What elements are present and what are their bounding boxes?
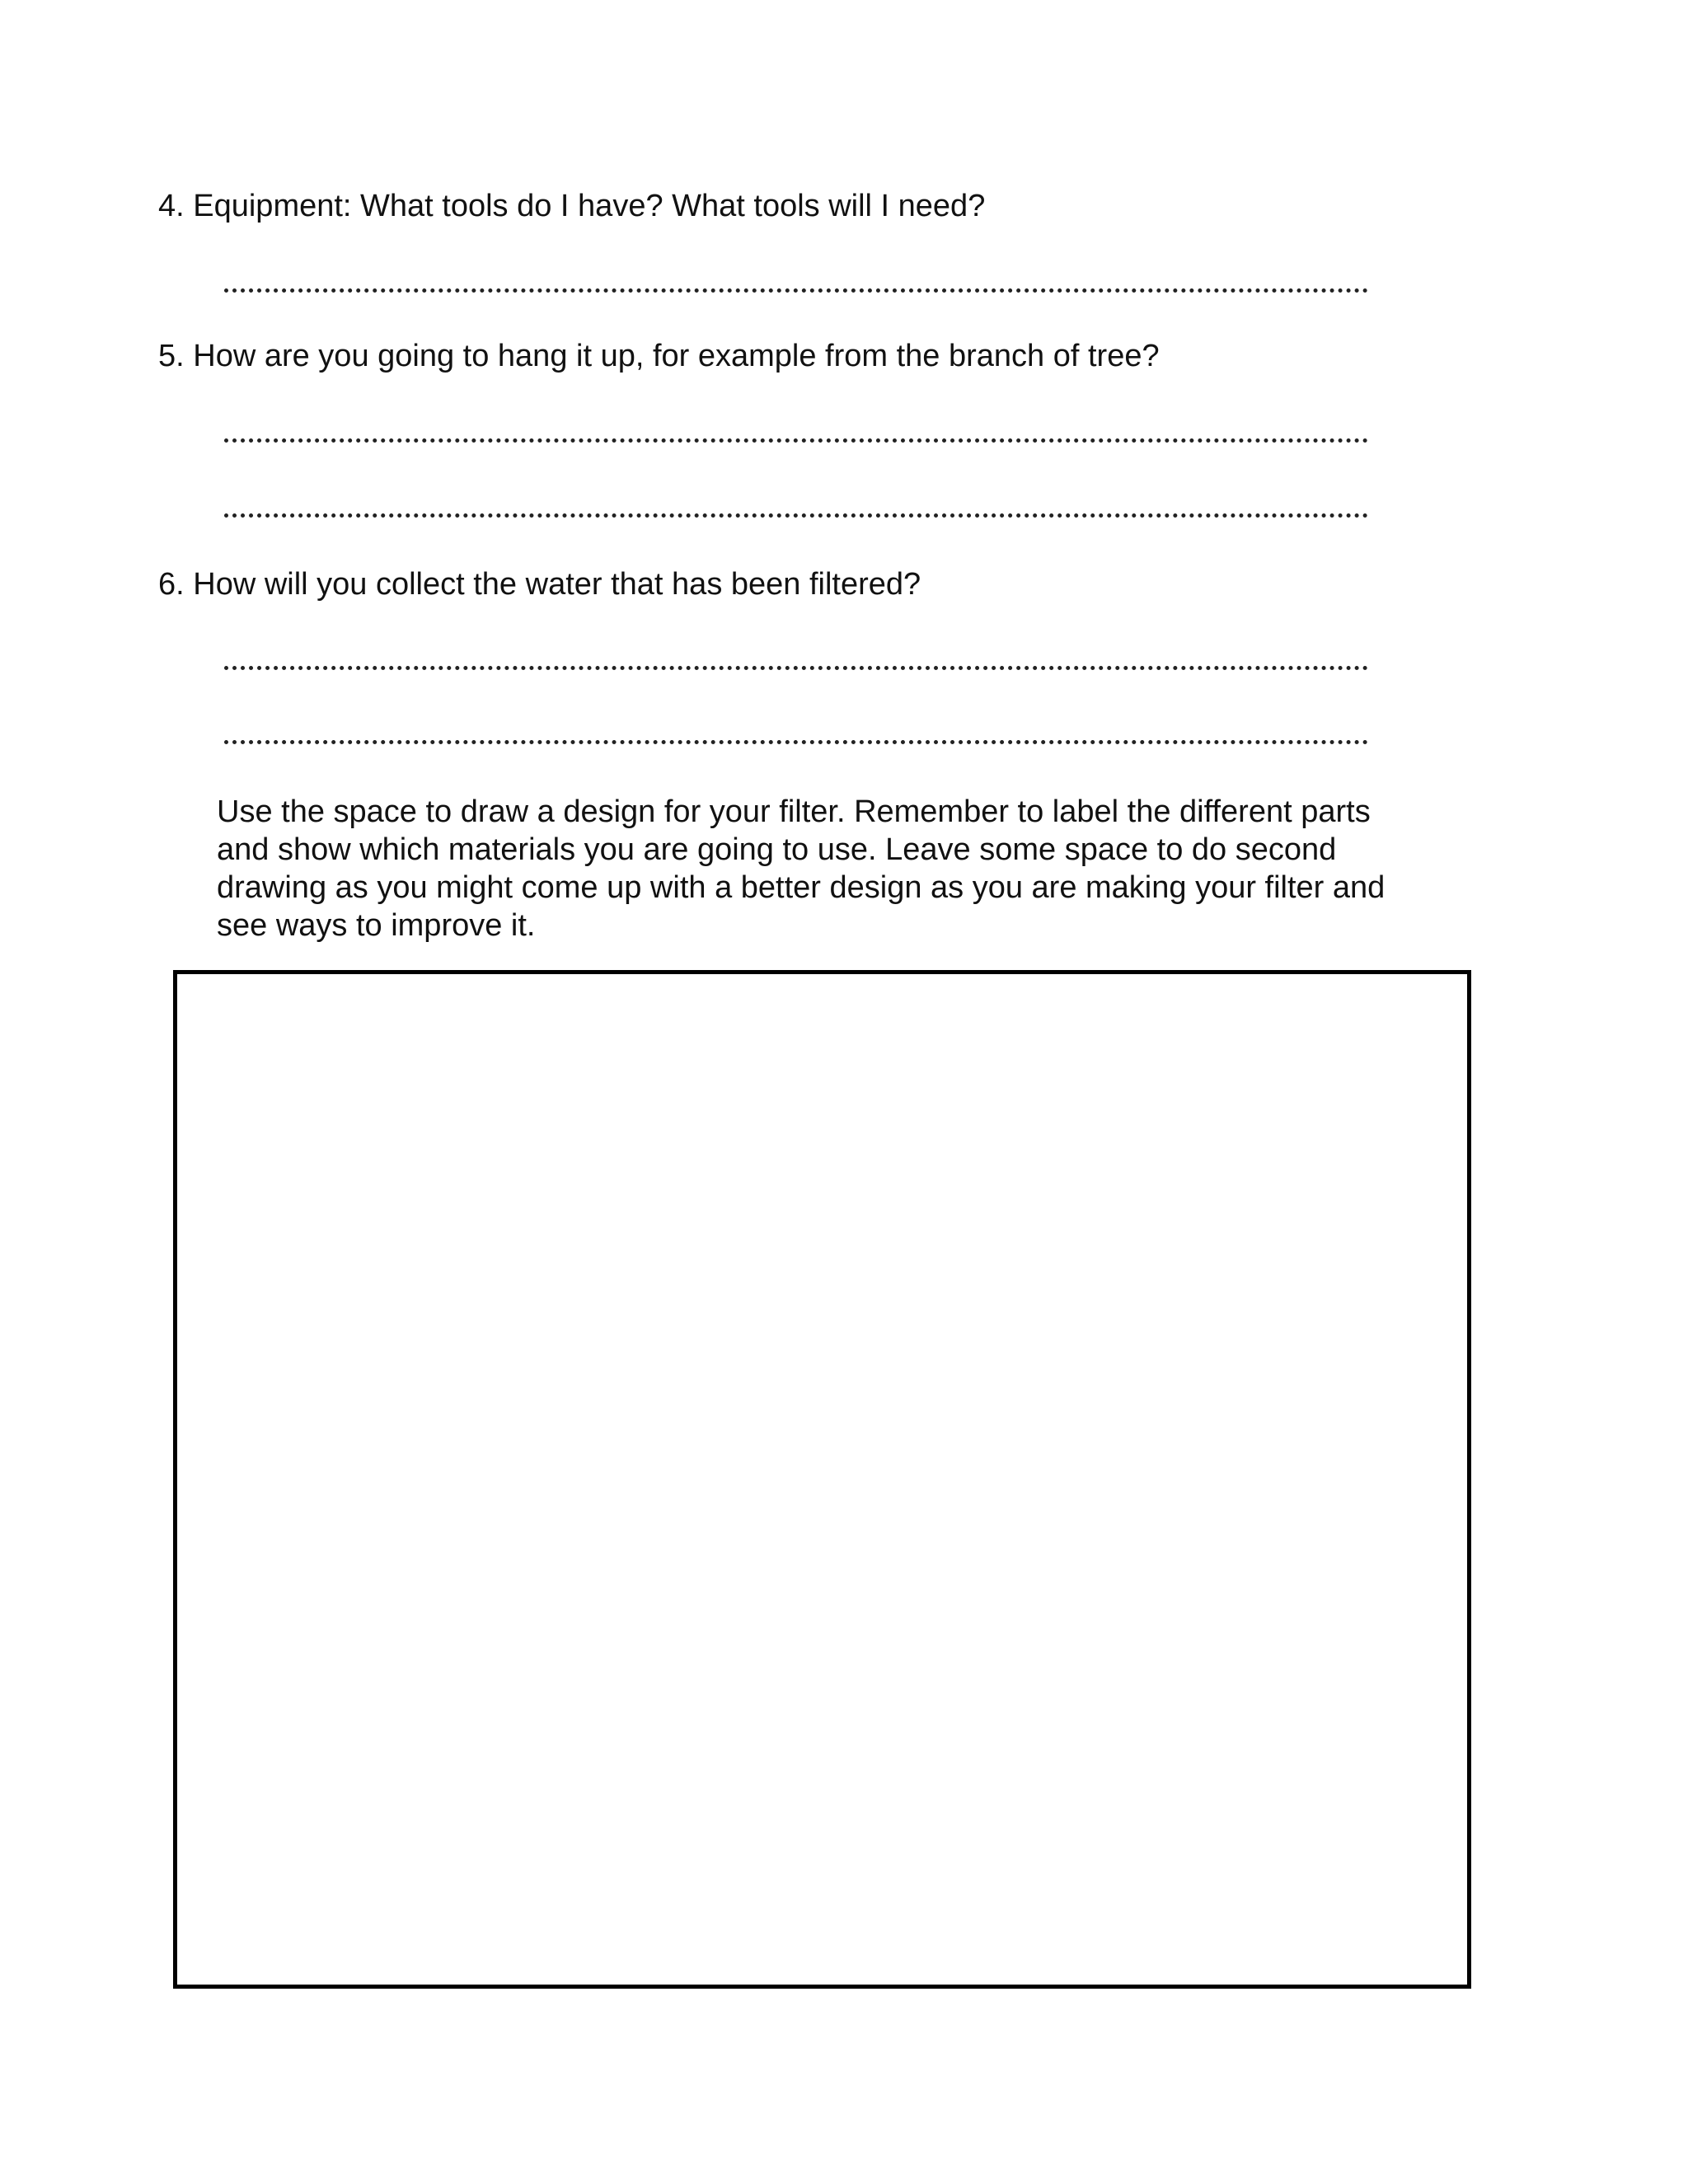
instructions-line: and show which materials you are going to use. Leave some space to do second <box>217 832 1337 867</box>
instructions-line: drawing as you might come up with a better design as you are making your filter and <box>217 870 1386 905</box>
answer-line-4a[interactable] <box>224 288 1368 293</box>
answer-line-5a[interactable] <box>224 438 1368 443</box>
answer-line-6a[interactable] <box>224 666 1368 670</box>
answer-line-5b[interactable] <box>224 513 1368 518</box>
answer-line-6b[interactable] <box>224 740 1368 744</box>
question-4: 4. Equipment: What tools do I have? What tools will I need? <box>158 189 986 223</box>
instructions-line: Use the space to draw a design for your filter. Remember to label the different parts <box>217 794 1371 829</box>
question-5: 5. How are you going to hang it up, for example from the branch of tree? <box>158 339 1160 373</box>
instructions <box>217 793 1470 944</box>
instructions-line: see ways to improve it. <box>217 908 536 943</box>
drawing-box[interactable] <box>173 970 1471 1989</box>
question-6: 6. How will you collect the water that has been filtered? <box>158 567 921 602</box>
